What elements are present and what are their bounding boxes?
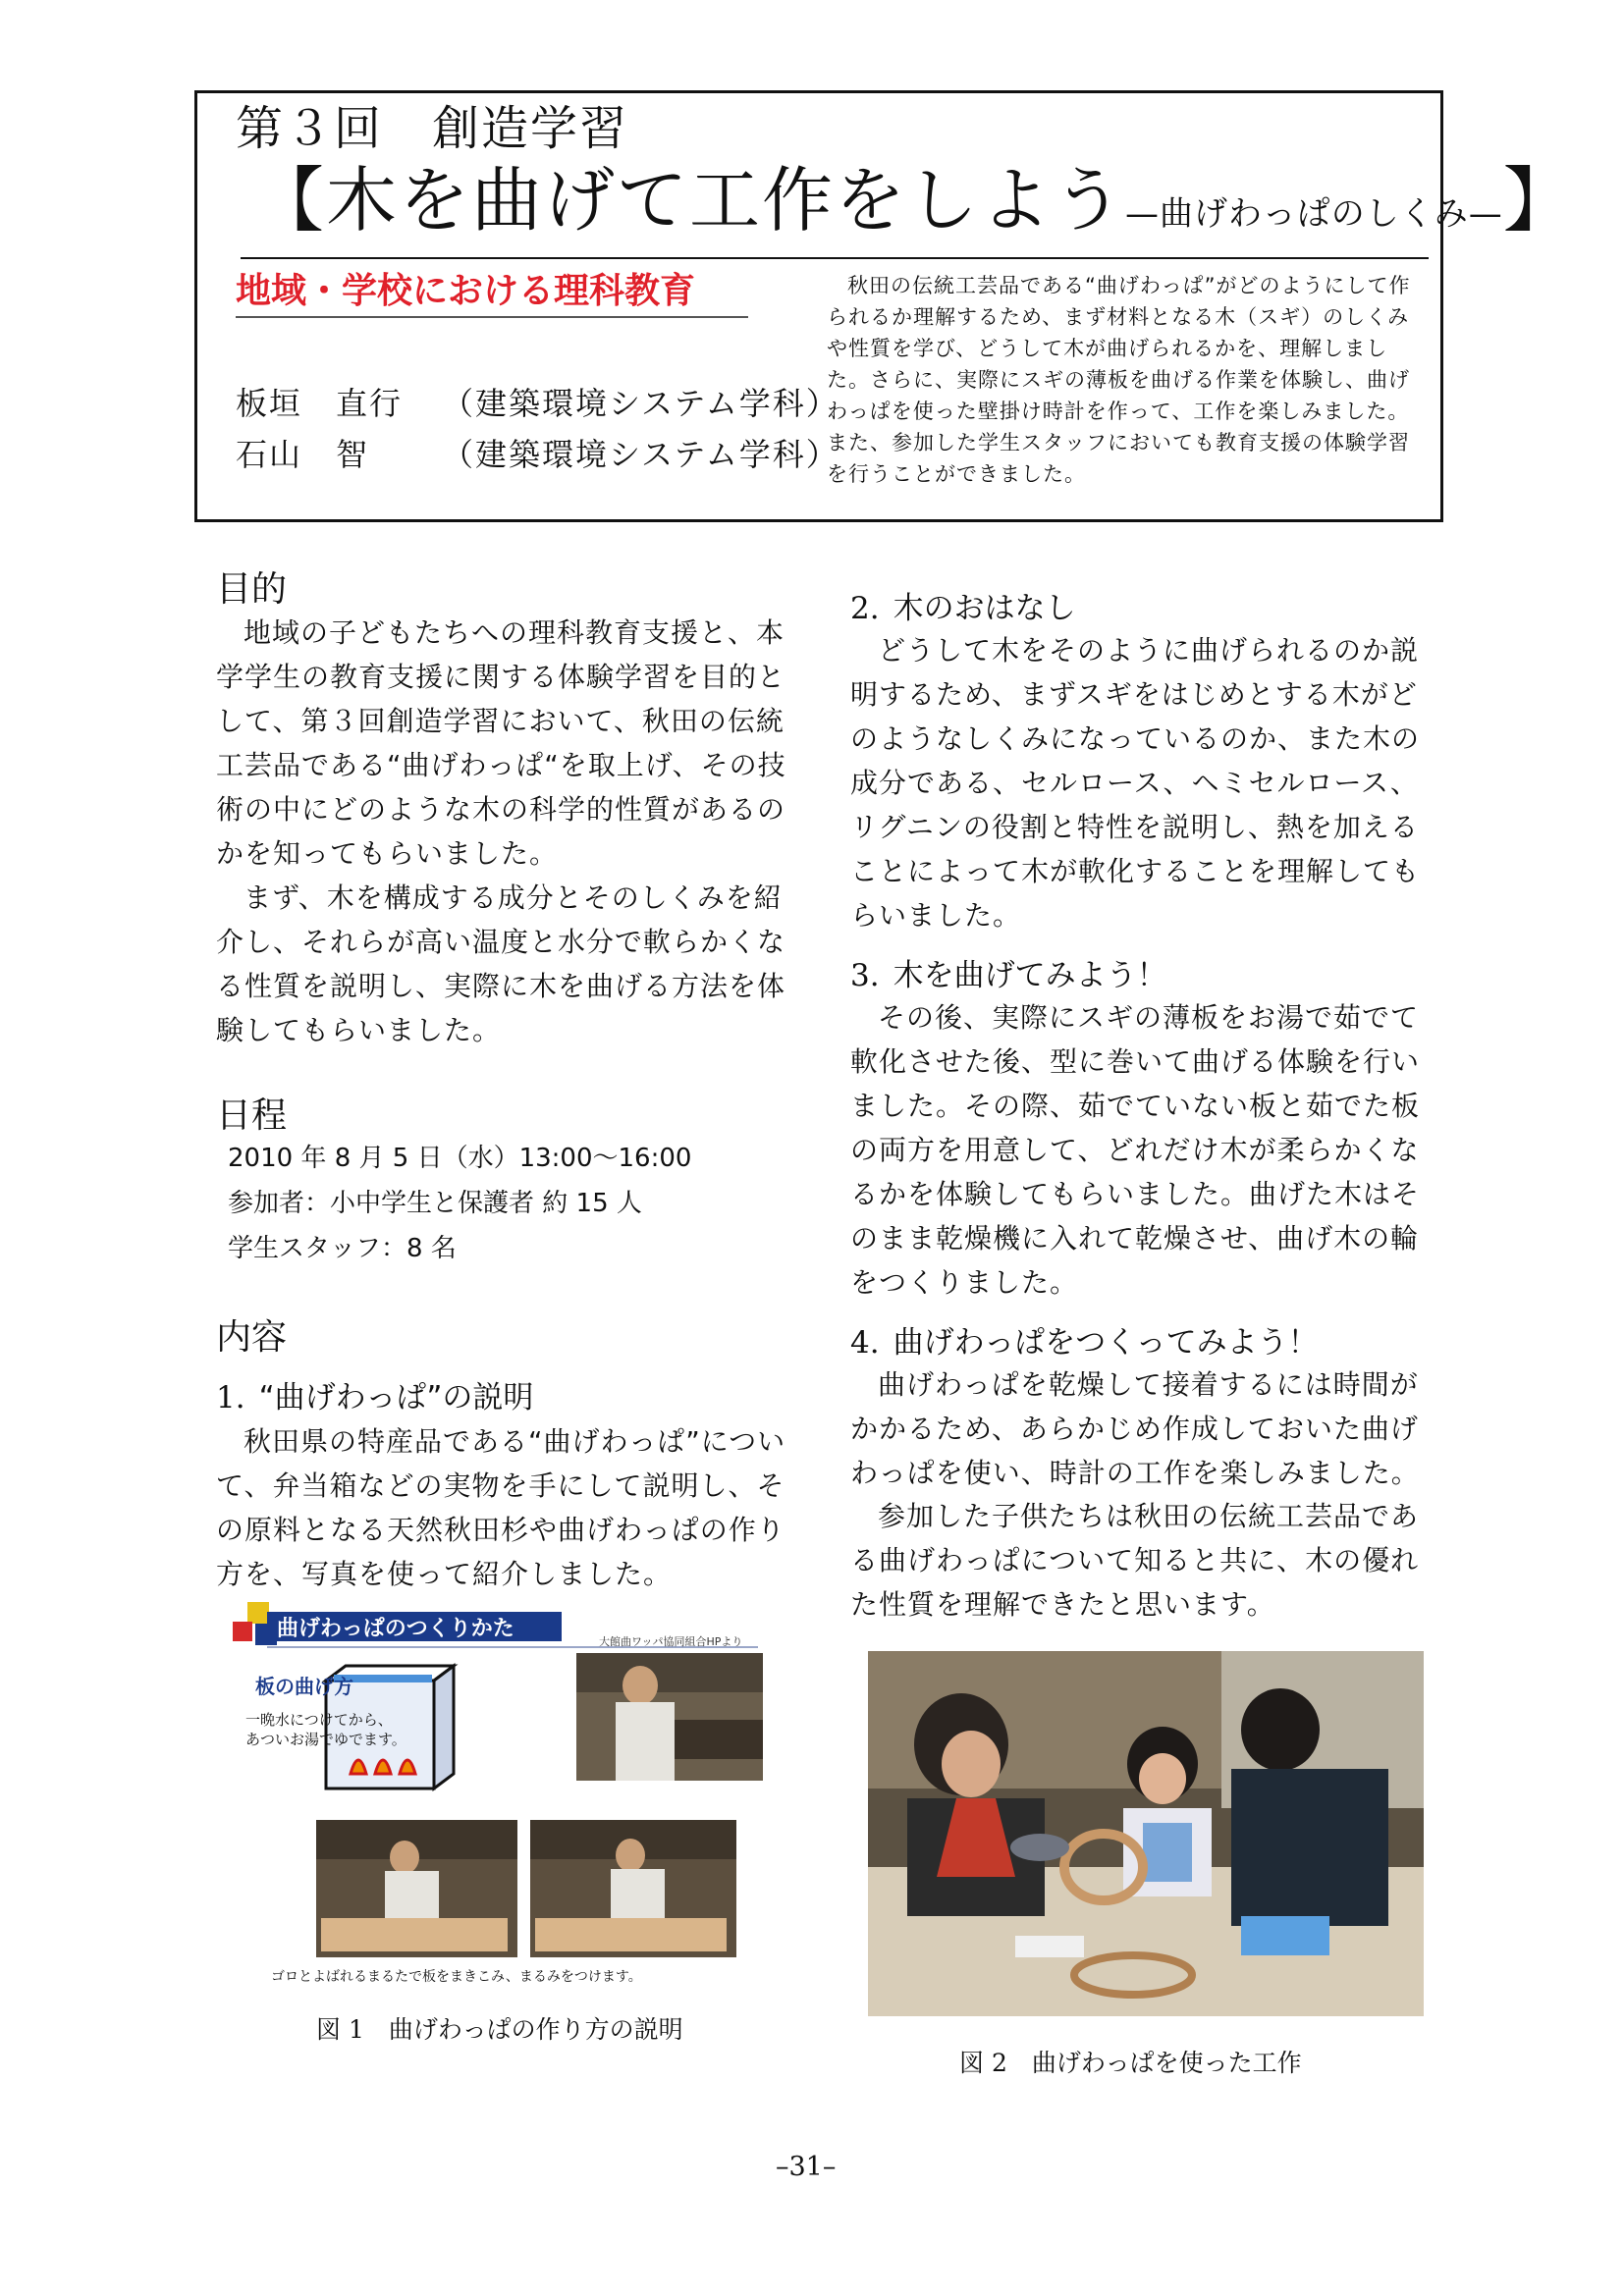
author-1	[236, 379, 839, 424]
figure-1-caption-number: 図 1	[316, 2015, 364, 2044]
item3-number: 3.	[850, 958, 880, 993]
figure-1-illustration	[228, 1592, 784, 1995]
purpose-heading: 目的	[216, 569, 288, 610]
schedule-heading: 日程	[216, 1095, 288, 1136]
figure-1-subtitle: 板の曲げ方	[255, 1675, 353, 1698]
item4-title: 曲げわっぱをつくってみよう！	[893, 1325, 1319, 1361]
item2-heading	[850, 583, 1076, 627]
page-number: –31–	[776, 2152, 837, 2182]
item4-paragraph-1: 曲げわっぱを乾燥して接着するには時間がかかるため、あらかじめ作成しておいた曲げわっぱを使い、時計の工作を楽しみました。	[850, 1368, 1420, 1489]
figure-1-source: 大館曲ワッパ協同組合HPより	[599, 1635, 743, 1648]
figure-1-title: 曲げわっぱのつくりかた	[277, 1617, 514, 1641]
session-title: 第３回 創造学習	[236, 101, 629, 156]
item3-paragraph: その後、実際にスギの薄板をお湯で茹でて軟化させた後、型に巻いて曲げる体験を行いました。その際、茹でていない板と茹でた板の両方を用意して、どれだけ木が柔らかくなるかを体験してもらいました。曲げた木はそのまま乾燥機に入れて乾燥させ、曲げ木の輪をつくりました。	[850, 1001, 1421, 1299]
schedule-date: 2010 年 8 月 5 日（水）13:00〜16:00	[228, 1144, 692, 1173]
photo-rolling-board-1	[316, 1820, 517, 1957]
item4-paragraph-2: 参加した子供たちは秋田の伝統工芸品である曲げわっぱについて知ると共に、木の優れた性質を理解できたと思います。	[850, 1500, 1420, 1621]
workshop-photo	[868, 1651, 1424, 2016]
item3-heading	[850, 950, 1167, 994]
purpose-paragraph-2: まず、木を構成する成分とそのしくみを紹介し、それらが高い温度と水分で軟らかくなる性質を説明し、実際に木を曲げる方法を体験してもらいました。	[216, 881, 786, 1046]
item4-number: 4.	[850, 1325, 880, 1361]
logo-square-red	[233, 1622, 252, 1641]
title-close-bracket: 】	[1502, 159, 1576, 241]
title-main: 木を曲げて工作をしよう	[326, 159, 1126, 241]
author-name: 石山 智	[236, 436, 370, 473]
figure-1-note	[245, 1710, 406, 1749]
author-2	[236, 430, 839, 475]
photo-craftsman-boiling	[576, 1653, 763, 1781]
item1-heading	[216, 1372, 533, 1416]
item2-paragraph: どうして木をそのように曲げられるのか説明するため、まずスギをはじめとする木がどのようなしくみになっているのか、また木の成分である、セルロース、ヘミセルロース、リグニンの役割と特性を説明し、熱を加えることによって木が軟化することを理解してもらいました。	[850, 634, 1421, 932]
item4-heading	[850, 1317, 1319, 1362]
photo-rolling-board-2	[530, 1820, 736, 1957]
figure-1-bottom-note: ゴロとよばれるまるたで板をまきこみ、まるみをつけます。	[271, 1969, 642, 1985]
title-subtitle: —曲げわっぱのしくみ—	[1125, 194, 1503, 234]
item2-number: 2.	[850, 591, 880, 626]
category-rule	[236, 316, 748, 318]
category-label: 地域・学校における理科教育	[236, 271, 696, 311]
item1-number: 1.	[216, 1380, 245, 1415]
author-dept: （建築環境システム学科）	[442, 436, 839, 473]
purpose-paragraph-1: 地域の子どもたちへの理科教育支援と、本学学生の教育支援に関する体験学習を目的として、第３回創造学習において、秋田の伝統工芸品である“曲げわっぱ“を取上げ、その技術の中にどのような木の科学的性質があるのかを知ってもらいました。	[216, 616, 786, 870]
figure-1-note-line-1: 一晩水につけてから、	[245, 1711, 393, 1729]
author-dept: （建築環境システム学科）	[442, 385, 839, 422]
main-title	[253, 159, 1576, 241]
figure-2-caption	[959, 2044, 1302, 2079]
figure-1	[228, 1592, 784, 1995]
item1-title: “曲げわっぱ”の説明	[258, 1380, 534, 1415]
figure-2-photo	[868, 1651, 1424, 2016]
abstract: 秋田の伝統工芸品である“曲げわっぱ”がどのようにして作られるか理解するため、まず材料となる木（スギ）のしくみや性質を学び、どうして木が曲げられるかを、理解しました。さらに、実際にスギの薄板を曲げる作業を体験し、曲げわっぱを使った壁掛け時計を作って、工作を楽しみました。また、参加した学生スタッフにおいても教育支援の体験学習を行うことができました。	[827, 274, 1411, 486]
content-heading: 内容	[216, 1317, 288, 1358]
author-name: 板垣 直行	[236, 385, 404, 422]
item3-title: 木を曲げてみよう！	[893, 958, 1167, 993]
figure-1-caption	[316, 2010, 683, 2046]
figure-1-caption-text: 曲げわっぱの作り方の説明	[388, 2015, 683, 2044]
figure-2-caption-number: 図 2	[959, 2049, 1007, 2077]
item1-paragraph: 秋田県の特産品である“曲げわっぱ”について、弁当箱などの実物を手にして説明し、その原料となる天然秋田杉や曲げわっぱの作り方を、写真を使って紹介しました。	[216, 1425, 786, 1590]
schedule-staff: 学生スタッフ：8 名	[228, 1234, 457, 1263]
logo-square-yellow	[247, 1602, 269, 1624]
title-rule	[241, 257, 1429, 259]
schedule-participants: 参加者：小中学生と保護者 約 15 人	[228, 1189, 642, 1218]
item2-title: 木のおはなし	[893, 591, 1076, 626]
figure-1-note-line-2: あついお湯でゆでます。	[245, 1731, 406, 1748]
figure-2-caption-text: 曲げわっぱを使った工作	[1031, 2049, 1302, 2077]
title-open-bracket: 【	[253, 159, 327, 241]
